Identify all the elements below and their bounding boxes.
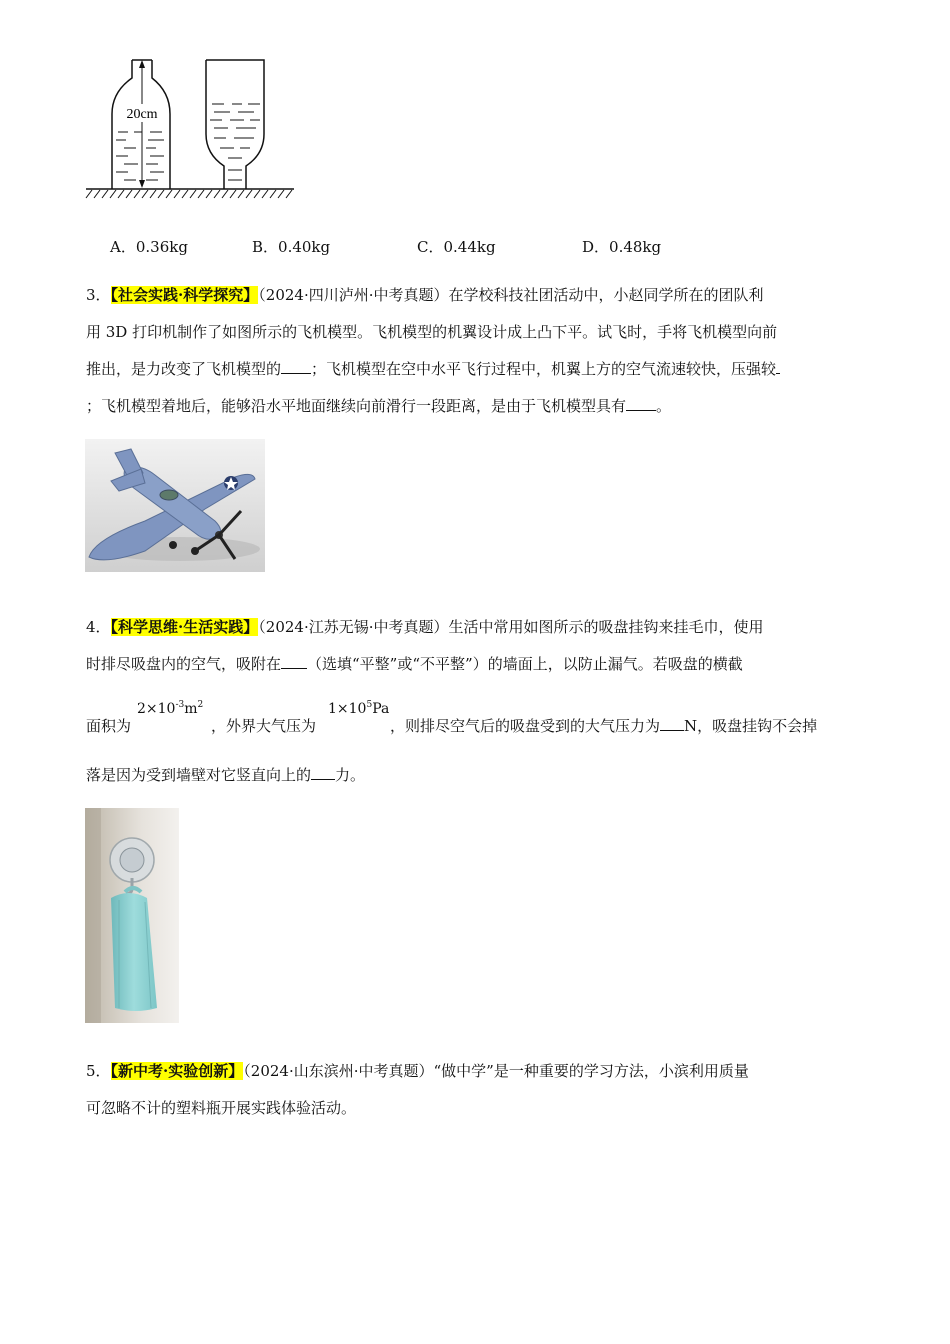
q3-number: 3． xyxy=(86,286,111,304)
bottles-figure xyxy=(84,56,299,204)
airplane-model-image xyxy=(85,439,265,572)
q3-text1: （2024·四川泸州·中考真题）在学校科技社团活动中，小赵同学所在的团队利 xyxy=(258,286,764,304)
option-a: A．0.36kg xyxy=(110,238,188,256)
q4-line4 xyxy=(86,764,365,785)
area-expression xyxy=(137,701,203,717)
q4-text1: （2024·江苏无锡·中考真题）生活中常用如图所示的吸盘挂钩来挂毛巾，使用 xyxy=(258,618,764,636)
q4-text4a: 落是因为受到墙壁对它竖直向上的 xyxy=(86,766,312,784)
q4-line3-mid: ，外界大气压为 xyxy=(211,717,317,735)
area-coef: 2×10 xyxy=(137,701,176,717)
q3-blank2[interactable] xyxy=(776,359,780,374)
option-b: B．0.40kg xyxy=(252,238,331,256)
q5-tag: 【新中考·实验创新】 xyxy=(110,1062,244,1080)
height-label: 20cm xyxy=(126,107,158,122)
suction-hook-towel-image xyxy=(85,808,179,1023)
pressure-coef: 1×10 xyxy=(328,701,367,717)
q3-tag: 【社会实践·科学探究】 xyxy=(110,286,259,304)
q4-line2 xyxy=(86,653,743,674)
q4-text4b: 力。 xyxy=(335,766,366,784)
option-c: C．0.44kg xyxy=(417,238,496,256)
pressure-exp: 5 xyxy=(366,700,373,710)
q4-text2b: （选填“平整”或“不平整”）的墙面上，以防止漏气。若吸盘的横截 xyxy=(307,655,743,673)
q4-line3 xyxy=(86,715,131,736)
q4-line3-end xyxy=(390,715,817,736)
q4-blank2[interactable] xyxy=(660,716,684,731)
q3-line3 xyxy=(86,358,780,379)
q5-text1: （2024·山东滨州·中考真题）“做中学”是一种重要的学习方法，小滨利用质量 xyxy=(243,1062,749,1080)
q3-blank1[interactable] xyxy=(281,359,311,374)
q4-text3a: 面积为 xyxy=(86,717,132,735)
q3-text3a: 推出，是力改变了飞机模型的 xyxy=(86,360,282,378)
q5-line1 xyxy=(86,1060,749,1081)
option-d: D．0.48kg xyxy=(582,238,662,256)
pressure-unit: Pa xyxy=(372,701,390,717)
area-unit-exp: 2 xyxy=(197,700,204,710)
q4-text2a: 时排尽吸盘内的空气，吸附在 xyxy=(86,655,282,673)
area-unit: m xyxy=(184,701,198,717)
q3-text4b: 。 xyxy=(656,397,672,415)
q5-line2: 可忽略不计的塑料瓶开展实践体验活动。 xyxy=(86,1099,357,1117)
q4-text3c: ，则排尽空气后的吸盘受到的大气压力为 xyxy=(390,717,661,735)
q4-text3d: N，吸盘挂钩不会掉 xyxy=(684,717,818,735)
q4-blank3[interactable] xyxy=(311,765,335,780)
q5-number: 5． xyxy=(86,1062,111,1080)
area-exp: -3 xyxy=(175,700,185,710)
q3-line1 xyxy=(86,284,764,305)
q4-tag: 【科学思维·生活实践】 xyxy=(110,618,259,636)
q3-line2: 用 3D 打印机制作了如图所示的飞机模型。飞机模型的机翼设计成上凸下平。试飞时，手将飞机模型向前 xyxy=(86,323,778,341)
q4-blank1[interactable] xyxy=(281,654,307,669)
q3-line4 xyxy=(86,395,671,416)
q3-text4a: ；飞机模型着地后，能够沿水平地面继续向前滑行一段距离，是由于飞机模型具有 xyxy=(86,397,627,415)
q4-line1 xyxy=(86,616,764,637)
q4-number: 4． xyxy=(86,618,111,636)
pressure-expression xyxy=(328,701,389,717)
q3-blank3[interactable] xyxy=(626,396,656,411)
q3-text3b: ；飞机模型在空中水平飞行过程中，机翼上方的空气流速较快，压强较 xyxy=(311,360,777,378)
